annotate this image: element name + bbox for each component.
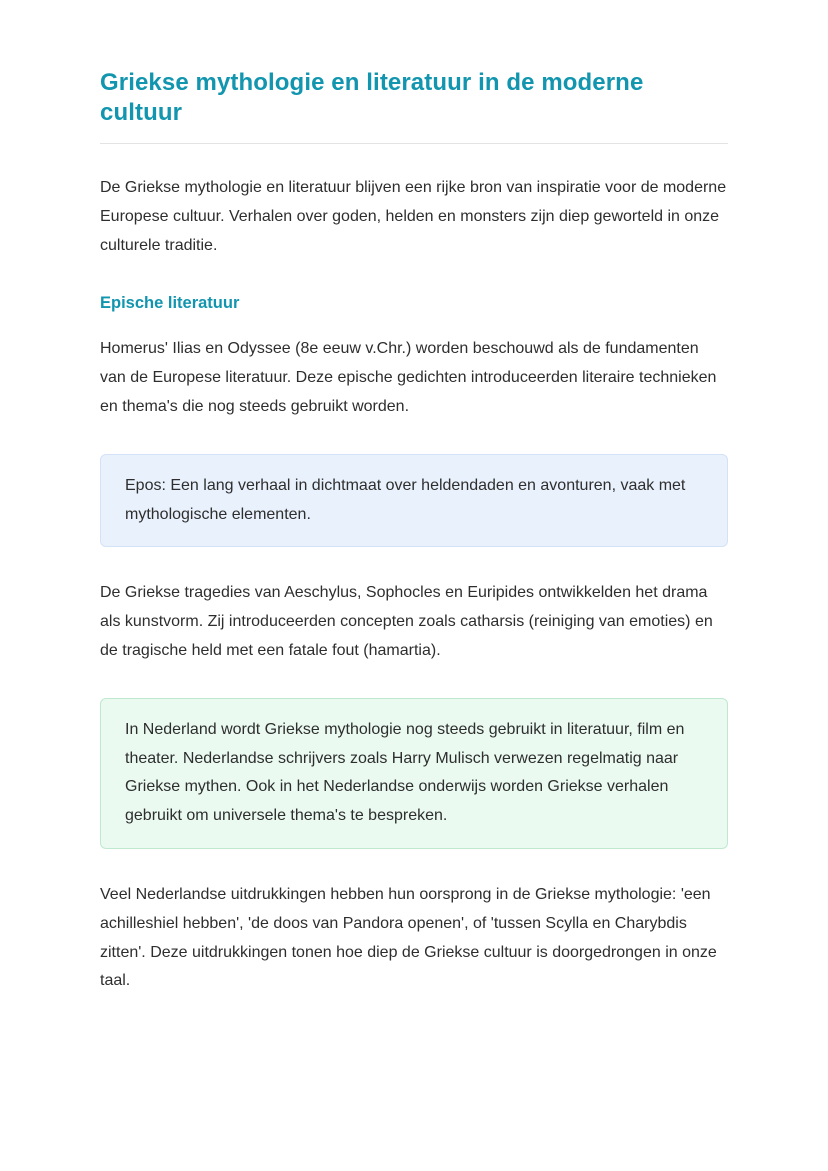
note-callout-text: In Nederland wordt Griekse mythologie nog steeds gebruikt in literatuur, film en theater. Nederlandse schrijvers zoals Harry Mulisch verwezen regelmatig naar Griekse mythen. Ook in het Nederlandse onderwijs worden Griekse verhalen gebruikt om universele thema's te bespreken. xyxy=(125,720,685,825)
page-title: Griekse mythologie en literatuur in de moderne cultuur xyxy=(100,69,644,126)
section-heading-epische-literatuur: Epische literatuur xyxy=(100,294,240,313)
paragraph-tragedy: De Griekse tragedies van Aeschylus, Sophocles en Euripides ontwikkelden het drama als kunstvorm. Zij introduceerden concepten zoals catharsis (reiniging van emoties) en de tragische held met een fatale fout (hamartia). xyxy=(100,584,713,659)
intro-paragraph: De Griekse mythologie en literatuur blijven een rijke bron van inspiratie voor de moderne Europese cultuur. Verhalen over goden, helden en monsters zijn diep geworteld in onze culturele traditie. xyxy=(100,179,727,254)
definition-callout-text: Epos: Een lang verhaal in dichtmaat over heldendaden en avonturen, vaak met mythologische elementen. xyxy=(125,476,686,523)
definition-callout-epos xyxy=(100,454,728,548)
paragraph-dutch-expressions: Veel Nederlandse uitdrukkingen hebben hun oorsprong in de Griekse mythologie: 'een achilleshiel hebben', 'de doos van Pandora openen', of 'tussen Scylla en Charybdis zitten'. Deze uitdrukkingen tonen hoe diep de Griekse cultuur is doorgedrongen in onze taal. xyxy=(100,885,717,990)
note-callout-netherlands xyxy=(100,698,728,849)
paragraph-epic-literature: Homerus' Ilias en Odyssee (8e eeuw v.Chr.) worden beschouwd als de fundamenten van de Europese literatuur. Deze epische gedichten introduceerden literaire technieken en thema's die nog steeds gebruikt worden. xyxy=(100,340,717,415)
title-divider xyxy=(100,143,728,144)
